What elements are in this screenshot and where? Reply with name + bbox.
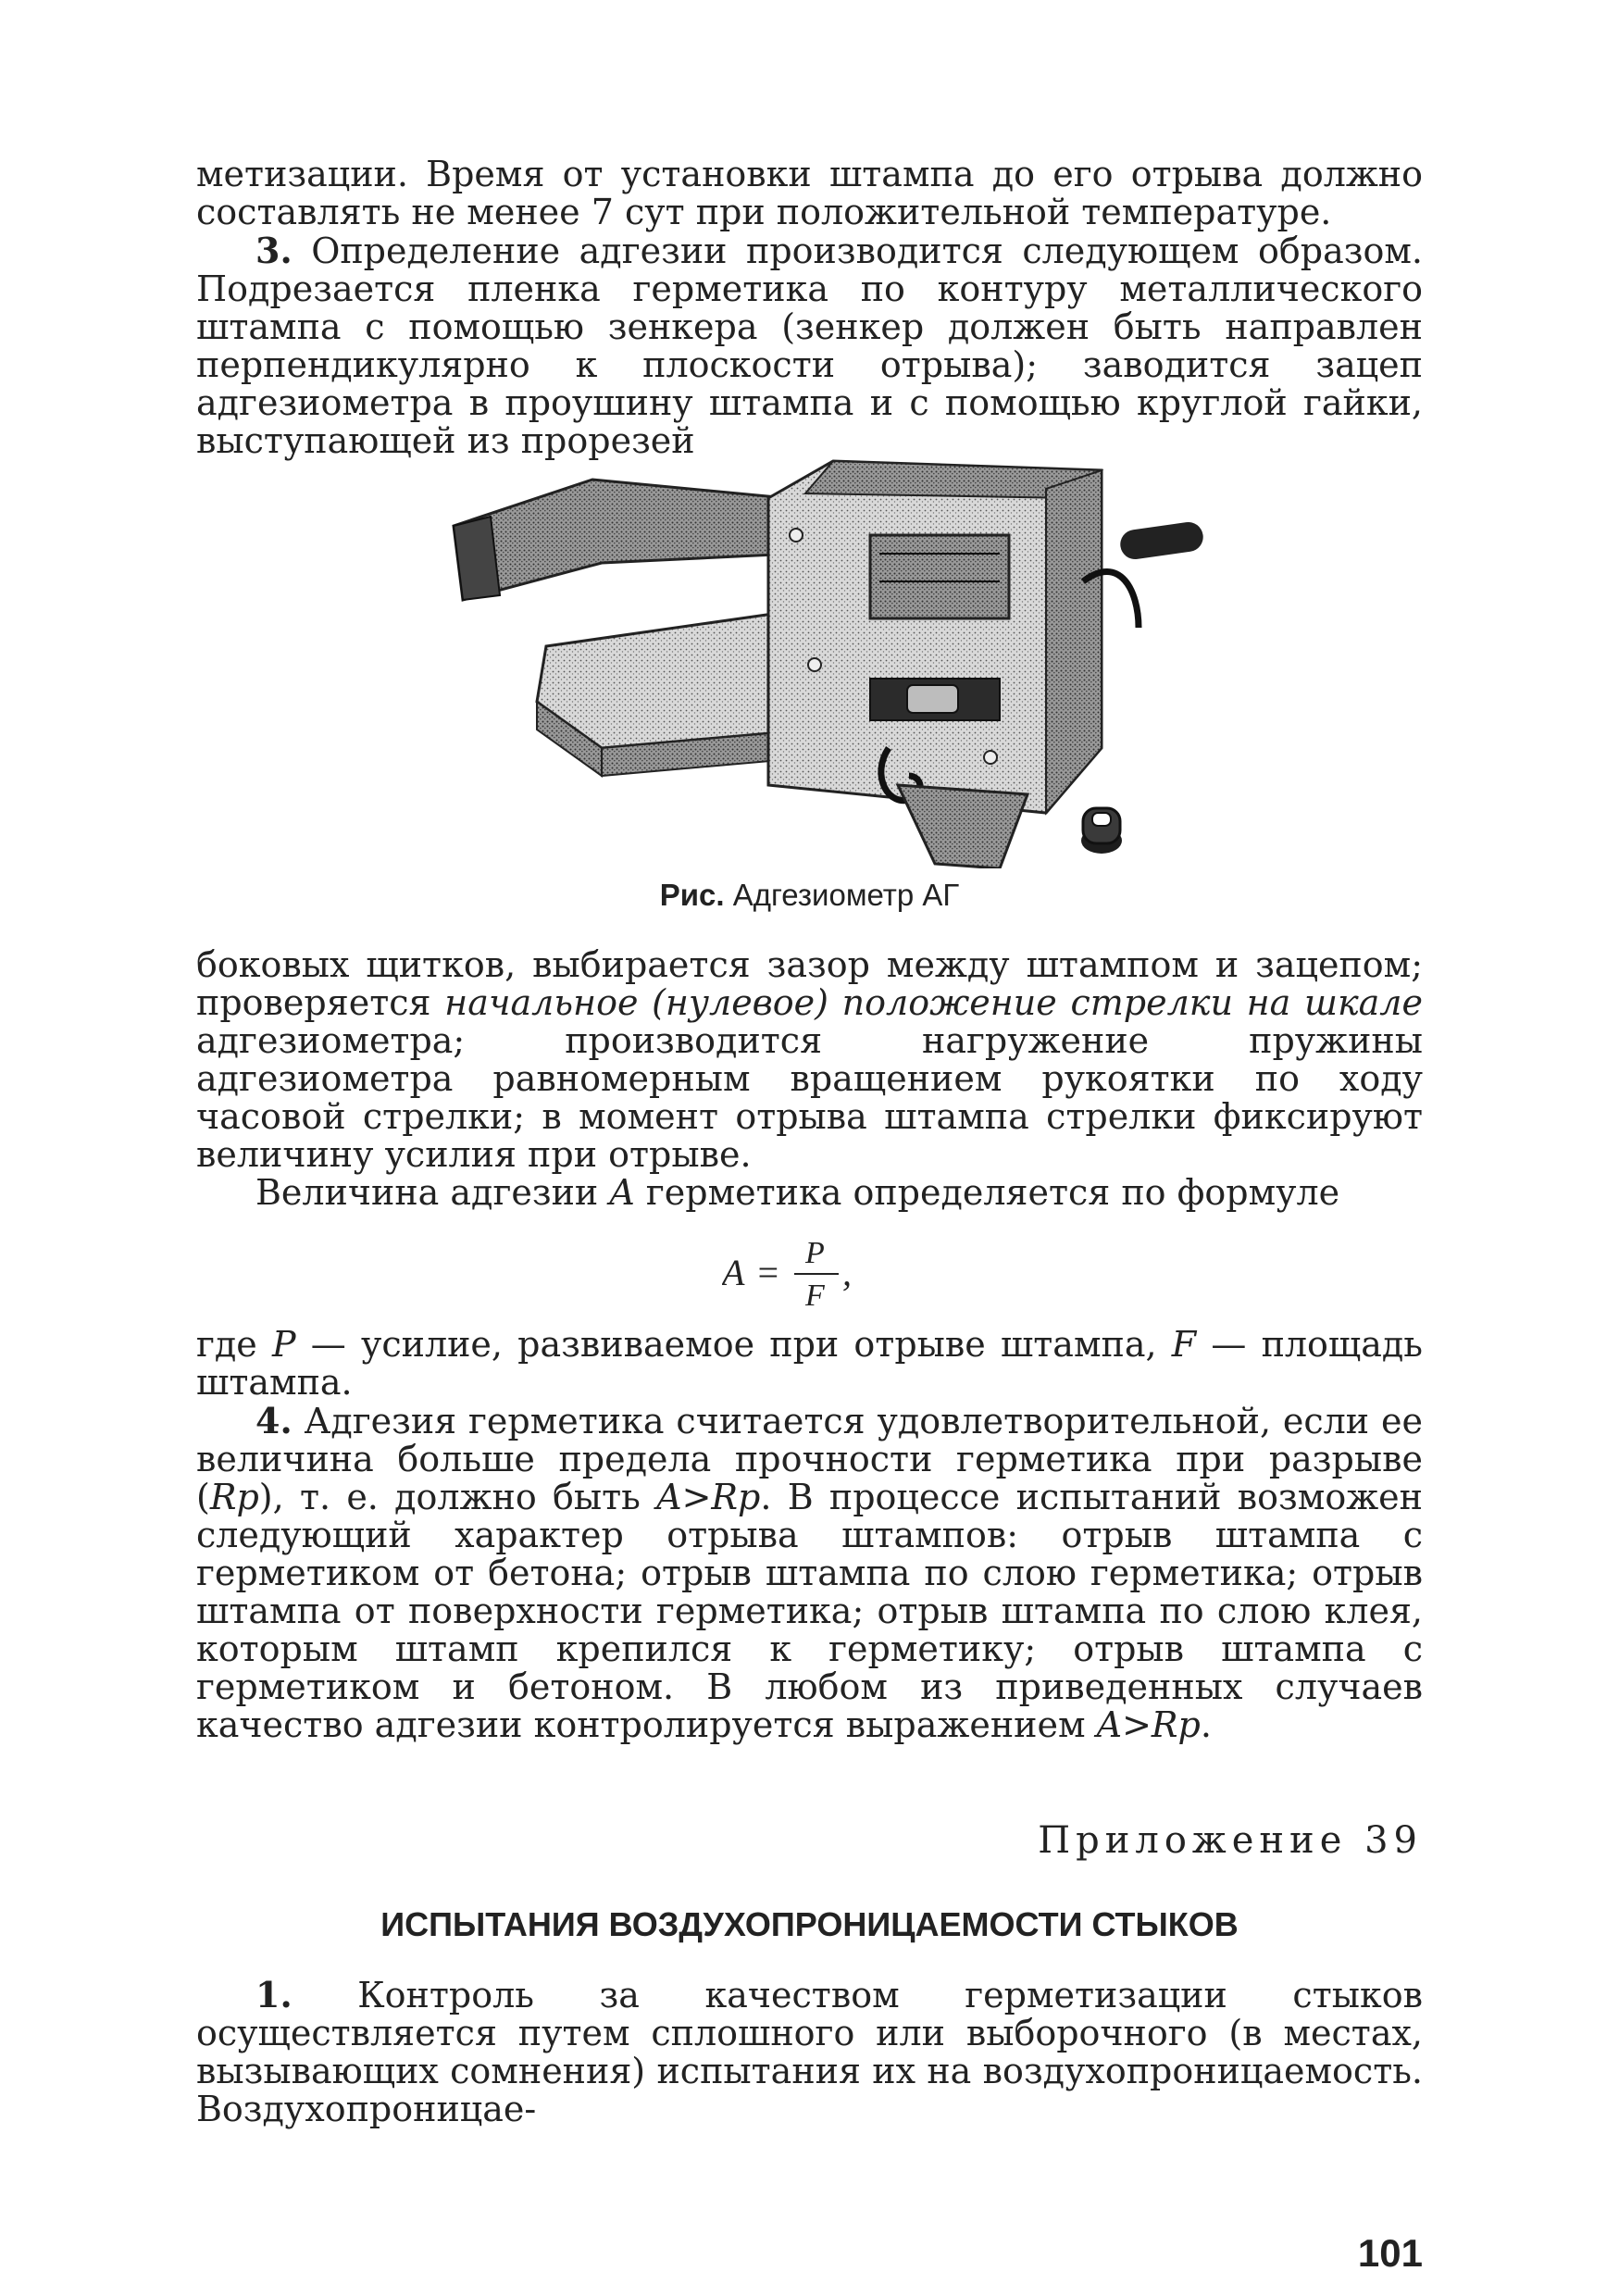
caption-text: Адгезиометр АГ — [732, 878, 960, 912]
stamp-part-icon — [1081, 808, 1122, 854]
item-4-part-3: . В процессе испытаний возможен следующий характер отрыва штампов: отрыв штампа с герметиком от бетона; отрыв штампа по слою герметика; отрыв штампа от поверхности герметика; отрыв штампа по слою клея, которым штамп крепился к герметику; отрыв штампа с герметиком и бетоном. В любом из приведенных случаев качество адгезии контролируется выражением — [196, 1477, 1423, 1745]
formula-explanation-f: F — [1171, 1324, 1197, 1365]
paragraph-continuation: метизации. Время от установки штампа до его отрыва должно составлять не менее 7 сут при положительной температуре. — [196, 154, 1423, 232]
paragraph-after-figure-part-1: боковых щитков, выбирается зазор между штампом и зацепом; проверяется — [196, 944, 1423, 1023]
item-4-part-4: . — [1200, 1704, 1212, 1745]
formula-denominator: F — [805, 1279, 825, 1313]
formula-explanation-part-3: — площадь штампа. — [196, 1324, 1423, 1403]
paragraph-after-figure-part-2: адгезиометра; производится нагружение пружины адгезиометра равномерным вращением рукоятки по ходу часовой стрелки; в момент отрыва штампа стрелки фиксируют величину усилия при отрыве. — [196, 1020, 1423, 1175]
adhesion-meter-illustration — [435, 443, 1213, 868]
item-4-part-1: Адгезия герметика считается удовлетворительной, если ее величина больше предела прочности герметика при разрыве ( — [196, 1401, 1423, 1517]
formula-intro — [196, 1174, 1423, 1212]
top-text-block — [196, 156, 1423, 460]
paragraph-item-1 — [196, 1976, 1423, 2128]
formula-explanation-part-1: где — [196, 1324, 257, 1365]
item-4-condition-2: A>Rр — [1096, 1704, 1201, 1745]
formula-intro-part-1: Величина адгезии — [255, 1172, 599, 1213]
figure-caption — [196, 878, 1423, 913]
caption-label: Рис. — [659, 878, 725, 912]
paragraph-after-figure — [196, 946, 1423, 1174]
paragraph-item-3 — [196, 231, 1423, 460]
item-1-text: Контроль за качеством герметизации стыков осуществляется путем сплошного или выборочного (в местах, вызывающих сомнения) испытания их на воздухопроницаемость. Воздухопроницае- — [196, 1975, 1423, 2129]
item-1-number: 1. — [255, 1974, 293, 2015]
formula-explanation — [196, 1326, 1423, 1402]
formula-intro-symbol: A — [609, 1172, 635, 1213]
item-4-rp: Rр — [209, 1477, 259, 1517]
item-3-number: 3. — [255, 230, 293, 271]
item-4-condition-1: A>Rр — [656, 1477, 761, 1517]
formula-intro-part-2: герметика определяется по формуле — [645, 1172, 1340, 1213]
formula-explanation-part-2: — усилие, развиваемое при отрыве штампа, — [310, 1324, 1157, 1365]
section-heading: ИСПЫТАНИЯ ВОЗДУХОПРОНИЦАЕМОСТИ СТЫКОВ — [380, 1905, 1239, 1943]
lower-text-block — [196, 1326, 1423, 1744]
appendix-label: Приложение 39 — [1038, 1819, 1423, 1862]
formula-trail: , — [842, 1252, 852, 1293]
adhesion-formula — [722, 1228, 963, 1320]
bottom-text-block — [196, 1976, 1423, 2128]
item-3-text: Определение адгезии производится следующем образом. Подрезается пленка герметика по контуру металлического штампа с помощью зенкера (зенкер должен быть направлен перпендикулярно к плоскости отрыва); заводится зацеп адгезиометра в проушину штампа и с помощью круглой гайки, выступающей из прорезей — [196, 231, 1423, 461]
paragraph-after-figure-italic: начальное (нулевое) положение стрелки на шкале — [444, 982, 1423, 1023]
paragraph-item-4 — [196, 1402, 1423, 1744]
formula-lhs: A — [722, 1252, 745, 1293]
formula-equals: = — [755, 1252, 780, 1293]
item-4-part-2: ), т. е. должно быть — [258, 1477, 641, 1517]
page-number: 101 — [1357, 2231, 1423, 2275]
middle-text-block — [196, 946, 1423, 1212]
formula-numerator: P — [805, 1236, 825, 1270]
item-4-number: 4. — [255, 1400, 293, 1441]
formula-explanation-p: P — [272, 1324, 296, 1365]
